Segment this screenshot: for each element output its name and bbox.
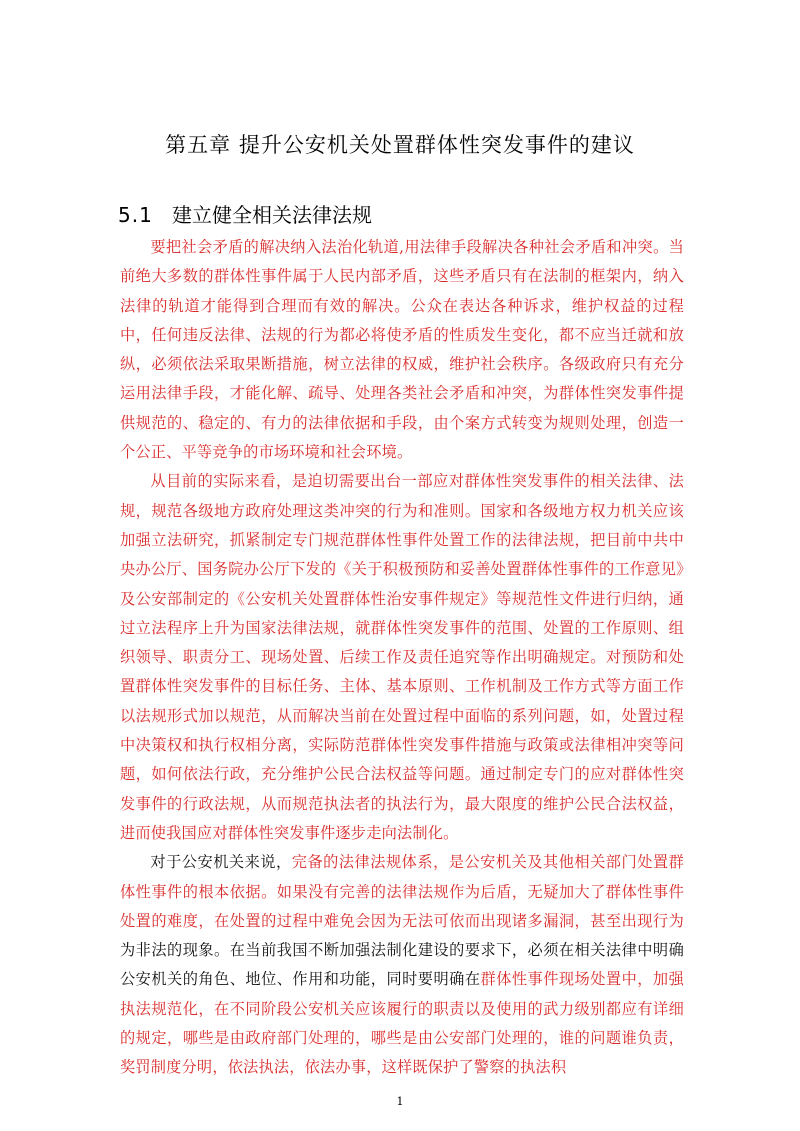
paragraph-3-segment-4: 群体性事件现场处置中，加强执法规范化，在不同阶段公安机关应该履行的职责以及使用的武力级别都应有详细的规定，哪些是由政府部门处理的，哪些是由公安部门处理的，谁的问题谁负责，奖罚制度分明，依法执法，依法办事，这样既保护了警察的执法积	[120, 970, 684, 1077]
section-heading	[118, 200, 372, 230]
section-title: 建立健全相关法律法规	[172, 203, 372, 227]
paragraph-1-text: 要把社会矛盾的解决纳入法治化轨道,用法律手段解决各种社会矛盾和冲突。当前绝大多数的群体性事件属于人民内部矛盾，这些矛盾只有在法制的框架内，纳入法律的轨道才能得到合理而有效的解决。公众在表达各种诉求，维护权益的过程中，任何违反法律、法规的行为都必将使矛盾的性质发生变化，都不应当迁就和放纵，必须依法采取果断措施，树立法律的权威，维护社会秩序。各级政府只有充分运用法律手段，才能化解、疏导、处理各类社会矛盾和冲突，为群体性突发事件提供规范的、稳定的、有力的法律依据和手段，由个案方式转变为规则处理，创造一个公正、平等竞争的市场环境和社会环境。	[120, 238, 684, 462]
paragraph-3-segment-1: 对于公安机关来说，	[150, 853, 292, 872]
paragraph-3-segment-2: 完备的法律法规体系，是公安机关及其他相关部门处置群体性事件的根本依据。如果没有完善的法律法规作为后盾，无疑加大了群体性事件处置的难度，在处置的过程中难免会因为无法可依而出现诸多漏洞，甚至出现行为	[120, 853, 685, 930]
paragraph-2	[120, 467, 684, 848]
body-text	[120, 233, 684, 1083]
paragraph-2-text: 从目前的实际来看，是迫切需要出台一部应对群体性突发事件的相关法律、法规，规范各级地方政府处理这类冲突的行为和准则。国家和各级地方权力机关应该加强立法研究，抓紧制定专门规范群体性事件处置工作的法律法规，把目前中共中央办公厅、国务院办公厅下发的《关于积极预防和妥善处置群体性事件的工作意见》及公安部制定的《公安机关处置群体性治安事件规定》等规范性文件进行归纳，通过立法程序上升为国家法律法规，就群体性突发事件的范围、处置的工作原则、组织领导、职责分工、现场处置、后续工作及责任追究等作出明确规定。对预防和处置群体性突发事件的目标任务、主体、基本原则、工作机制及工作方式等方面工作以法规形式加以规范，从而解决当前在处置过程中面临的系列问题，如，处置过程中决策权和执行权相分离，实际防范群体性突发事件措施与政策或法律相冲突等问题，如何依法行政，充分维护公民合法权益等问题。通过制定专门的应对群体性突发事件的行政法规，从而规范执法者的执法行为，最大限度的维护公民合法权益，进而使我国应对群体性突发事件逐步走向法制化。	[120, 472, 684, 842]
paragraph-1	[120, 233, 684, 467]
paragraph-3	[120, 848, 684, 1082]
section-number: 5.1	[118, 203, 153, 227]
page-number: 1	[396, 1095, 404, 1108]
chapter-title: 第五章 提升公安机关处置群体性突发事件的建议	[165, 133, 635, 157]
paragraph-3-segment-3: 为非法的现象。在当前我国不断加强法制化建设的要求下，必须在相关法律中明确公安机关的角色、地位、作用和功能，同时要明确在	[120, 941, 684, 989]
